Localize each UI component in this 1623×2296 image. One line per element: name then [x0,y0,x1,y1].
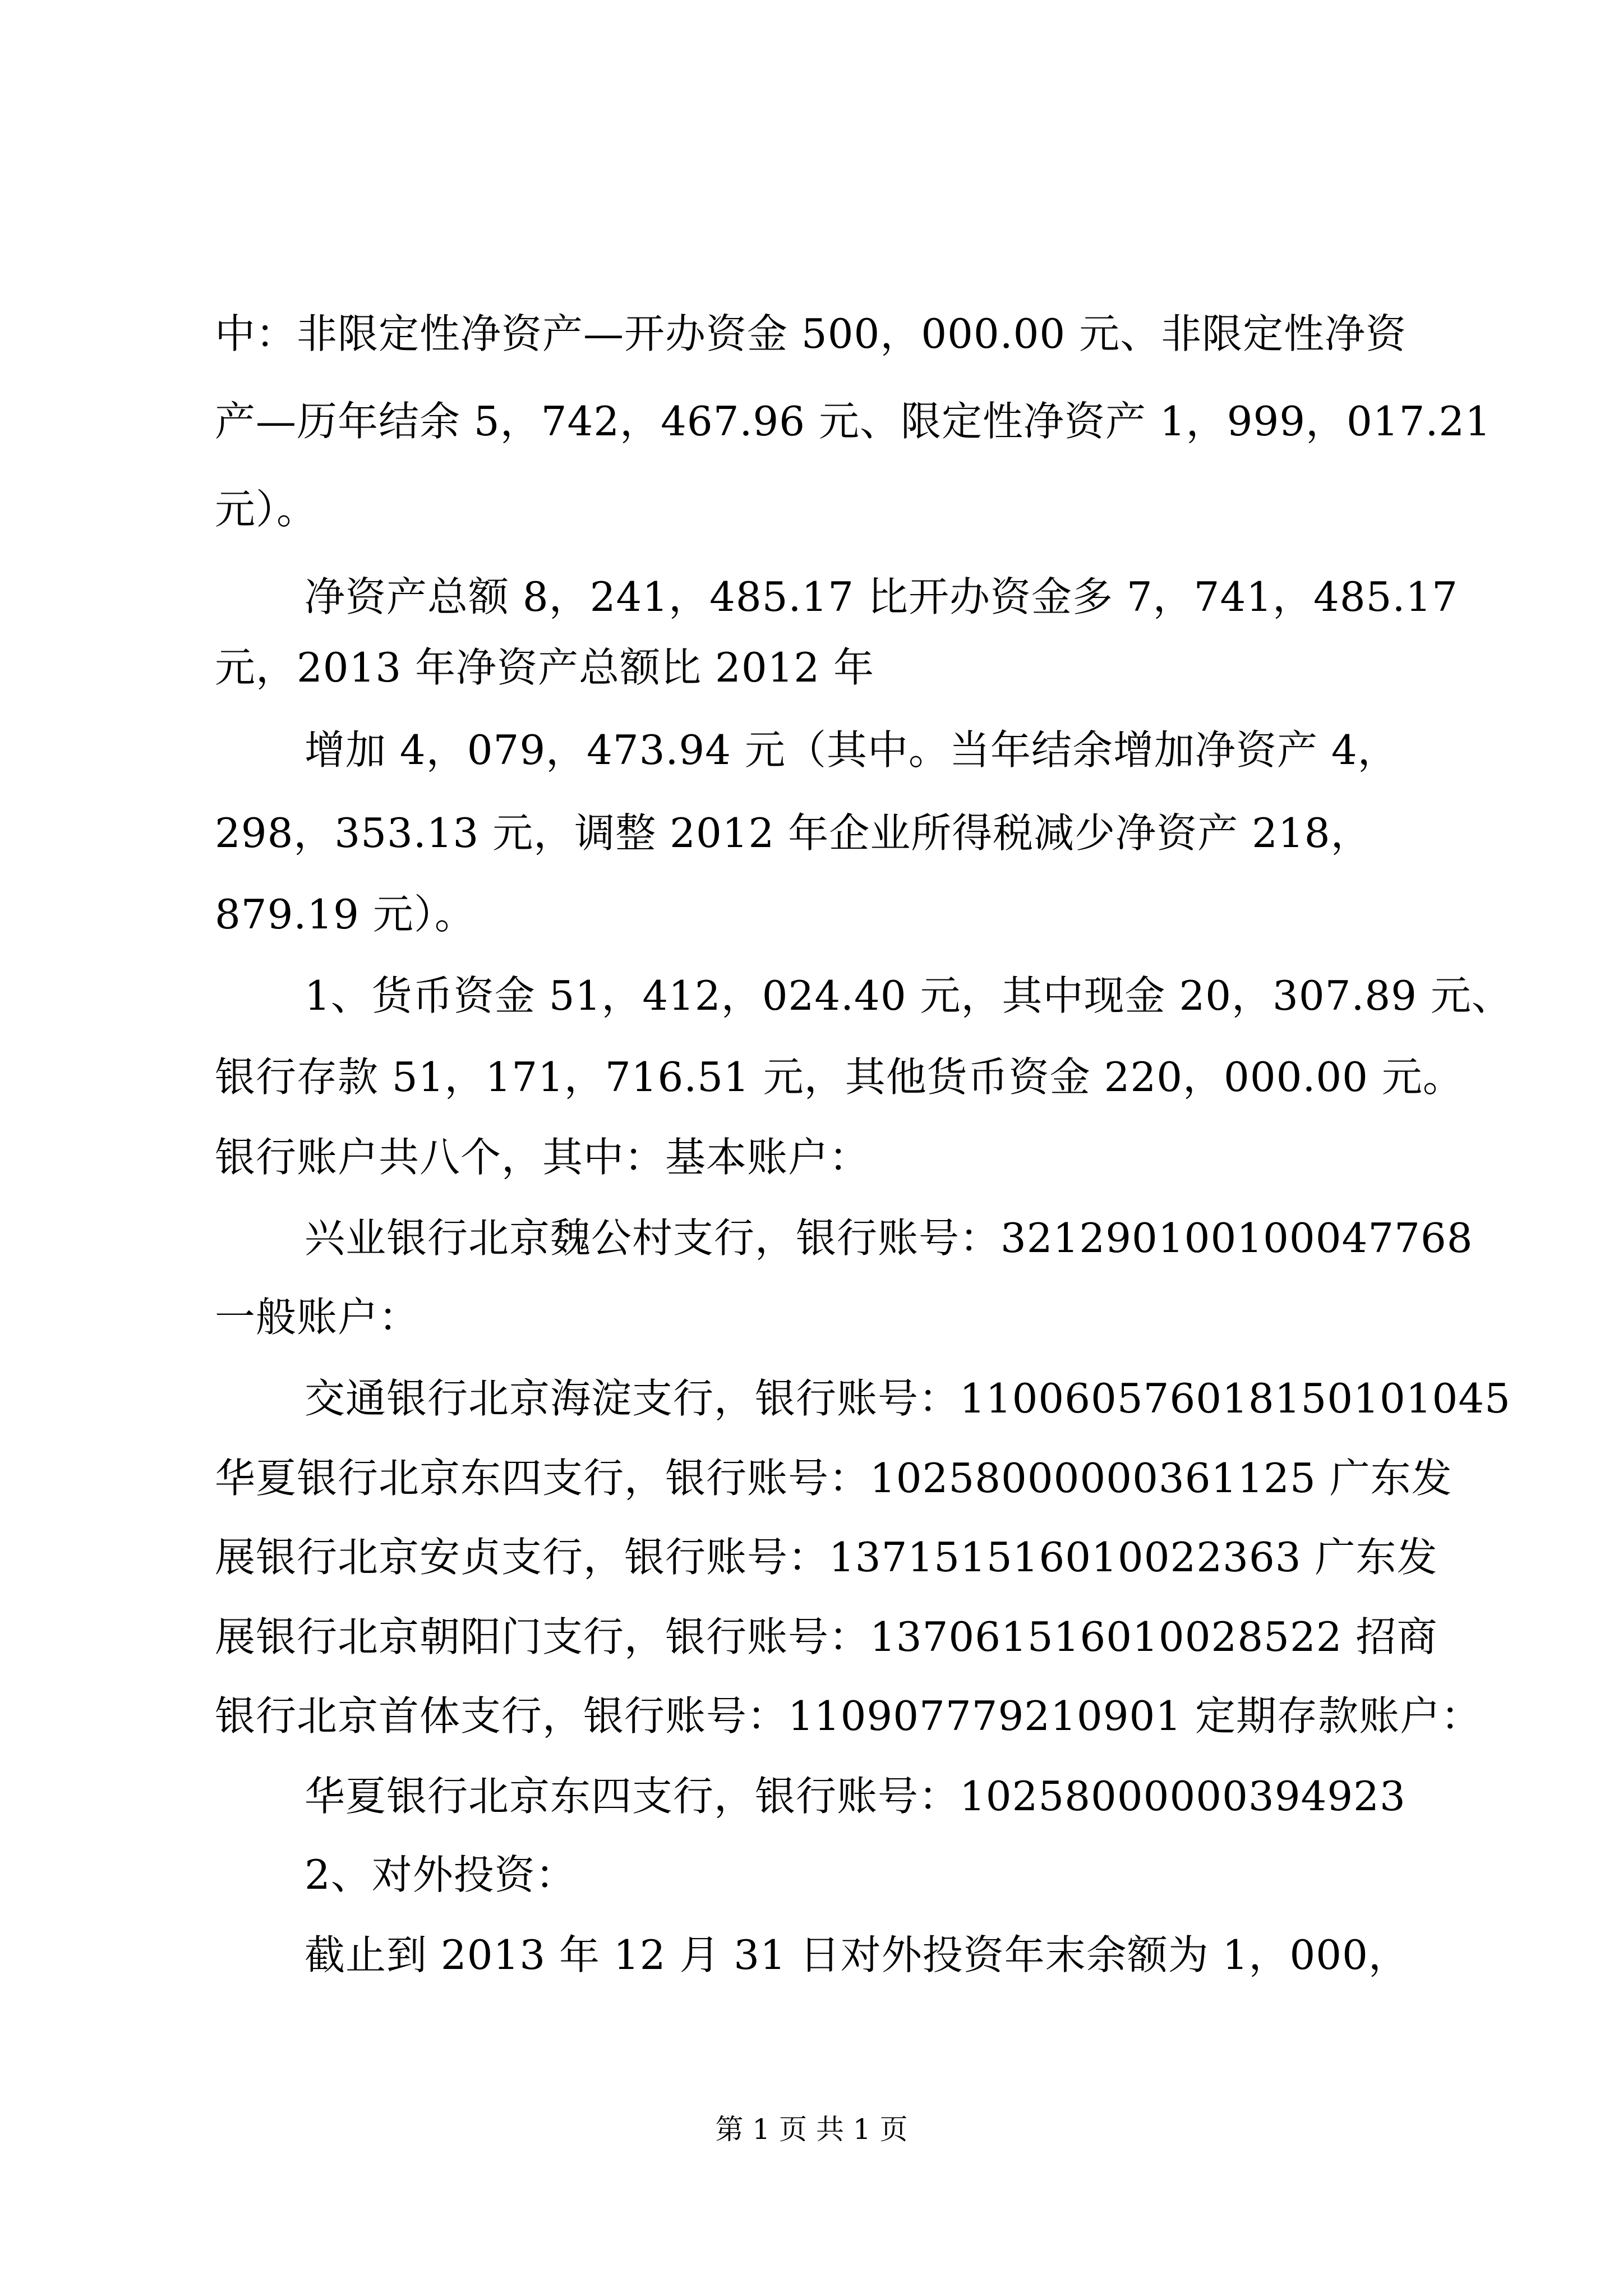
paragraph-line: 交通银行北京海淀支行，银行账号：110060576018150101045 [305,1375,1511,1422]
paragraph-line: 增加 4，079，473.94 元（其中。当年结余增加净资产 4， [305,726,1399,774]
page-number-footer: 第 1 页 共 1 页 [715,2113,908,2146]
paragraph-line: 华夏银行北京东四支行，银行账号：10258000000361125 广东发 [215,1455,1453,1502]
paragraph-line: 产—历年结余 5，742，467.96 元、限定性净资产 1，999，017.21 [215,398,1491,445]
paragraph-line: 1、货币资金 51，412，024.40 元，其中现金 20，307.89 元、 [305,972,1513,1019]
paragraph-line: 元，2013 年净资产总额比 2012 年 [215,644,875,691]
paragraph-line: 银行北京首体支行，银行账号：110907779210901 定期存款账户： [215,1692,1482,1740]
paragraph-line: 银行存款 51，171，716.51 元，其他货币资金 220，000.00 元。 [215,1053,1464,1101]
paragraph-line: 298，353.13 元，调整 2012 年企业所得税减少净资产 218， [215,809,1372,857]
paragraph-line: 净资产总额 8，241，485.17 比开办资金多 7，741，485.17 [305,573,1458,620]
paragraph-line: 截止到 2013 年 12 月 31 日对外投资年末余额为 1，000， [305,1931,1409,1978]
paragraph-line: 华夏银行北京东四支行，银行账号：10258000000394923 [305,1773,1406,1820]
paragraph-line: 展银行北京安贞支行，银行账号：137151516010022363 广东发 [215,1534,1438,1581]
paragraph-line: 2、对外投资： [305,1851,577,1898]
paragraph-line: 银行账户共八个，其中：基本账户： [215,1134,870,1181]
paragraph-line: 展银行北京朝阳门支行，银行账号：137061516010028522 招商 [215,1613,1438,1660]
paragraph-line: 879.19 元）。 [215,891,476,938]
paragraph-line: 元）。 [215,486,318,533]
paragraph-line: 兴业银行北京魏公村支行，银行账号：321290100100047768 [305,1214,1473,1262]
paragraph-line: 中：非限定性净资产—开办资金 500，000.00 元、非限定性净资 [215,310,1407,357]
paragraph-line: 一般账户： [215,1294,420,1341]
